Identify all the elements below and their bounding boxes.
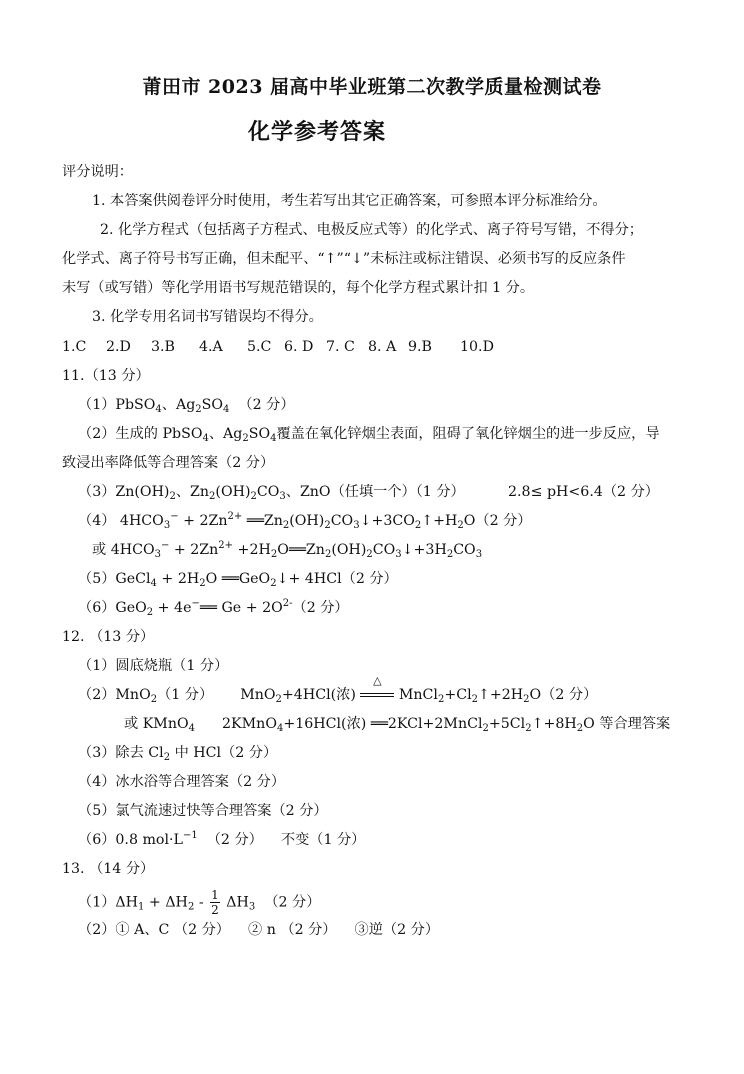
q12-heading: 12. （13 分） bbox=[62, 629, 155, 645]
note-2b: 化学式、离子符号书写正确，但未配平、“↑”“↓”未标注或标注错误、必须书写的反应条件 bbox=[62, 251, 626, 267]
q11-part3-ph: 2.8≤ pH<6.4（2 分） bbox=[508, 484, 659, 500]
note-3: 3. 化学专用名词书写错误均不得分。 bbox=[92, 309, 323, 325]
mc-answer-7: 7. C bbox=[326, 339, 355, 355]
q13-part1: $(1)\Delta H_1 + \Delta H_2$ - $\frac{1}{2}$ $\Delta H_3$ （2 分） bbox=[78, 888, 321, 917]
note-2c: 未写（或写错）等化学用语书写规范错误的，每个化学方程式累计扣 1 分。 bbox=[62, 280, 535, 296]
q11-part1: （1）PbSO$_4$、$Ag_2SO_4$ （2 分） bbox=[78, 397, 295, 415]
heat-condition-arrow: △ bbox=[360, 685, 394, 705]
mc-answer-10: 10.D bbox=[460, 339, 494, 355]
note-1: 1. 本答案供阅卷评分时使用，考生若写出其它正确答案，可参照本评分标准给分。 bbox=[92, 193, 607, 209]
q11-part6: （6）GeO$_2$ + 4e−══ $Ge + 2O^{2-}(2$ 分） bbox=[78, 598, 349, 618]
mc-answer-8: 8. A bbox=[368, 339, 397, 355]
exam-title: 莆田市 2023 届高中毕业班第二次教学质量检测试卷 bbox=[142, 76, 602, 98]
mc-answer-5: 5.C bbox=[247, 339, 272, 355]
mc-answer-2: 2.D bbox=[106, 339, 131, 355]
q12-part1: （1）圆底烧瓶（1 分） bbox=[78, 658, 229, 674]
mc-answers bbox=[62, 337, 494, 357]
q11-part3: $(3)Zn(OH)_2$、$Zn_2(OH)_2CO_3$、ZnO（任填一个）（1 分） bbox=[78, 484, 465, 502]
answer-subtitle: 化学参考答案 bbox=[248, 119, 387, 145]
q11-part4: （4） $4HCO_3^- + 2Zn^{2+}$ $══Zn_2(OH)_2CO_3↓+3CO_2↑+H_2O(2$ 分） bbox=[78, 511, 532, 531]
mc-answer-6: 6. D bbox=[284, 339, 314, 355]
q11-part2-cont: 致浸出率降低等合理答案（2 分） bbox=[62, 455, 275, 471]
one-half-fraction: $\frac{1}{2}$ bbox=[211, 888, 219, 917]
q12-part2: （2）MnO$_2$（1 分） MnO$_2$+4HCl(浓) △ $MnCl_2+Cl_2↑+2H_2O(2$ 分） bbox=[78, 674, 598, 705]
mc-answer-3: 3.B bbox=[151, 339, 175, 355]
mc-answer-1: 1.C bbox=[62, 339, 87, 355]
q12-part5: （5）氯气流速过快等合理答案（2 分） bbox=[78, 803, 328, 819]
notes-heading: 评分说明： bbox=[62, 164, 133, 180]
q13-heading: 13. （14 分） bbox=[62, 861, 155, 877]
q12-part3: （3）除去 $Cl_2$ 中 HCl（2 分） bbox=[78, 745, 278, 763]
q11-part4-alt: 或 $4HCO_3^- + 2Zn^{2+}$ $+2H_2O══Zn_2(OH)_2CO_3↓+3H_2CO_3$ bbox=[92, 540, 483, 560]
note-2a: 2. 化学方程式（包括离子方程式、电极反应式等）的化学式、离子符号写错，不得分； bbox=[100, 222, 643, 238]
mc-answer-9: 9.B bbox=[408, 339, 432, 355]
mc-answer-4: 4.A bbox=[199, 339, 223, 355]
q11-part2: （2）生成的 PbSO$_4$、$Ag_2SO_4$覆盖在氧化锌烟尘表面，阻碍了氧化锌烟尘的进一步反应，导 bbox=[78, 426, 660, 444]
q11-heading: 11.（13 分） bbox=[62, 368, 150, 384]
q12-part2-alt: 或 KMnO$_4$ 2KMnO$_4$+16HCl(浓) $══2KCl+2MnCl_2+5Cl_2↑+8H_2O$ 等合理答案 bbox=[124, 716, 671, 734]
q12-part4: （4）冰水浴等合理答案（2 分） bbox=[78, 774, 286, 790]
q11-part5: （5）GeCl$_4$ + $2H_2O$ ══GeO$_2$↓+ 4HCl（2 分） bbox=[78, 571, 398, 589]
q13-part2: （2）① A、C （2 分） ② n （2 分） ③逆（2 分） bbox=[78, 922, 440, 938]
q12-part6: （6）0.8 $mol\cdot L^{-1}$ （2 分） 不变（1 分） bbox=[78, 830, 366, 848]
